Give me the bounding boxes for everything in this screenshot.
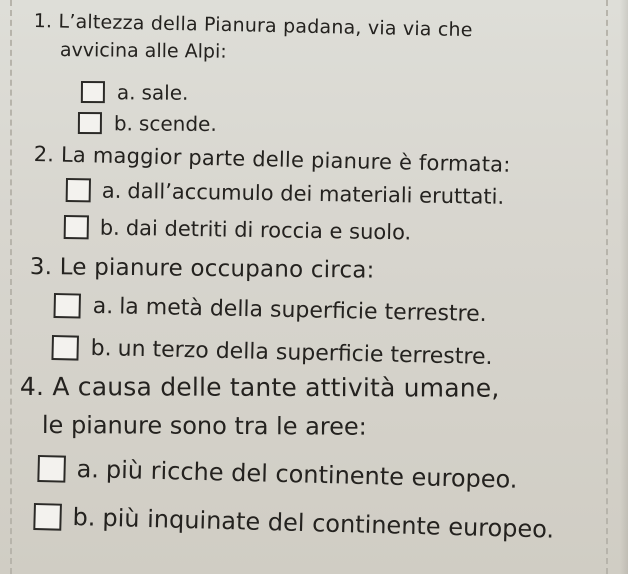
option-text: più ricche del continente europeo. [105,455,518,494]
checkbox[interactable] [37,454,66,482]
question-3-option-b[interactable] [51,335,492,370]
option-text: la metà della superficie terrestre. [118,294,487,328]
checkbox[interactable] [53,293,81,319]
question-4-line-2 [42,411,367,441]
option-letter: a. [101,178,122,203]
question-2-option-a[interactable] [66,178,505,209]
question-text-line-2: avvicina alle Alpi: [59,39,227,63]
option-text: dall’accumulo dei materiali eruttati. [127,178,505,209]
question-text-line-1: L’altezza della Pianura padana, via via che [58,10,473,42]
option-text: sale. [141,80,189,105]
question-2-option-b[interactable] [64,215,412,244]
question-number: 1. [33,10,53,33]
question-text-line-2: le pianure sono tra le aree: [41,411,367,441]
question-1-option-a[interactable] [81,80,189,105]
option-letter: b. [90,335,112,362]
question-4 [20,372,500,403]
checkbox[interactable] [33,502,62,530]
option-letter: b. [72,503,96,532]
right-margin-guide [606,0,608,574]
checkbox[interactable] [64,215,89,239]
option-text: più inquinate del continente europeo. [102,503,555,544]
page-edge-shadow [620,0,628,574]
question-number: 4. [19,372,45,402]
question-text-line-1: La maggior parte delle pianure è formata: [60,142,511,177]
option-text: dai detriti di roccia e suolo. [125,215,412,245]
question-2 [33,142,510,177]
option-letter: b. [99,215,121,240]
question-4-option-a[interactable] [37,454,518,494]
option-letter: a. [76,454,100,484]
checkbox[interactable] [66,178,91,202]
question-text-line-1: A causa delle tante attività umane, [52,372,500,403]
option-letter: a. [92,293,114,320]
left-margin-guide [10,0,12,574]
question-1 [34,10,473,41]
option-text: scende. [138,111,217,136]
option-letter: a. [116,80,136,105]
option-text: un terzo della superficie terrestre. [117,336,493,370]
question-4-option-b[interactable] [33,502,554,544]
question-number: 3. [29,254,53,281]
option-letter: b. [113,111,134,136]
question-3-option-a[interactable] [53,293,486,327]
question-text-line-1: Le pianure occupano circa: [59,254,375,284]
question-number: 2. [33,142,55,167]
question-1-line-2 [60,39,227,63]
question-1-option-b[interactable] [78,111,217,136]
checkbox[interactable] [81,81,105,103]
checkbox[interactable] [51,335,79,361]
checkbox[interactable] [78,112,102,134]
question-3 [30,254,375,284]
